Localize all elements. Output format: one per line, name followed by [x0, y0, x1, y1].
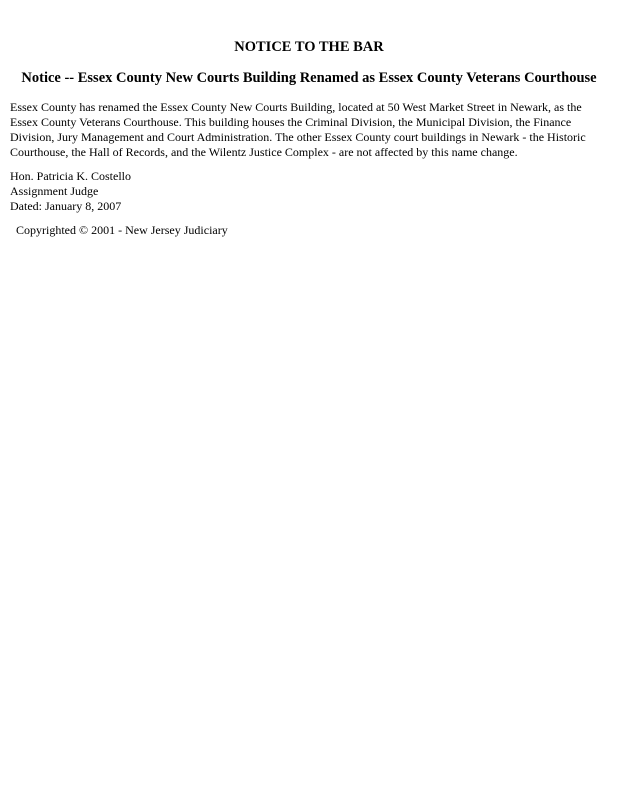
notice-heading: NOTICE TO THE BAR — [234, 39, 384, 55]
notice-body-line: Division, Jury Management and Court Administration. The other Essex County court buildings in Newark - the Historic — [10, 130, 586, 144]
signature-role: Assignment Judge — [10, 184, 99, 198]
notice-body — [10, 100, 608, 160]
copyright-notice: Copyrighted © 2001 - New Jersey Judiciary — [16, 223, 228, 237]
signature-date: Dated: January 8, 2007 — [10, 199, 122, 213]
notice-body-line: Courthouse, the Hall of Records, and the Wilentz Justice Complex - are not affected by this name change. — [10, 145, 518, 159]
notice-title: Notice -- Essex County New Courts Building Renamed as Essex County Veterans Courthouse — [21, 70, 597, 86]
signature-block — [10, 169, 131, 214]
signature-name: Hon. Patricia K. Costello — [10, 169, 131, 183]
notice-body-line: Essex County has renamed the Essex County New Courts Building, located at 50 West Market Street in Newark, as the — [10, 100, 582, 114]
notice-body-line: Essex County Veterans Courthouse. This building houses the Criminal Division, the Municipal Division, the Finance — [10, 115, 572, 129]
